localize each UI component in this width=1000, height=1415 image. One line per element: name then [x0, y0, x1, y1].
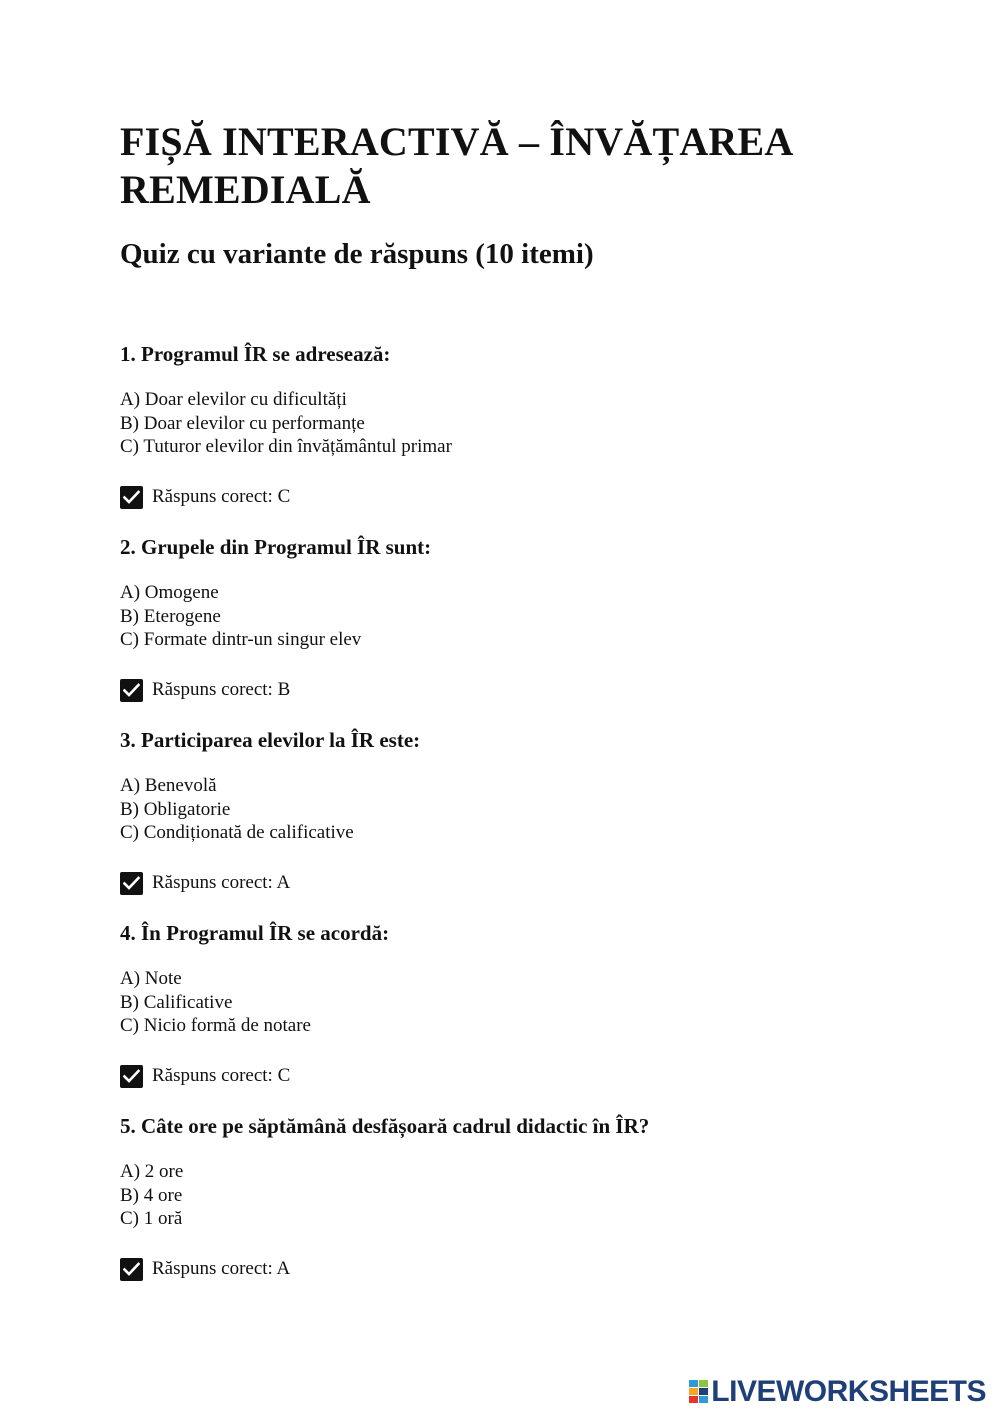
correct-answer [120, 871, 290, 895]
option-c[interactable]: C) Tuturor elevilor din învățământul primar [120, 436, 452, 457]
option-b[interactable]: B) Eterogene [120, 605, 221, 627]
check-box-icon [120, 486, 143, 509]
correct-answer-text: Răspuns corect: A [152, 872, 291, 893]
option-c[interactable]: C) 1 oră [120, 1208, 183, 1229]
question-text: 4. În Programul ÎR se acordă: [120, 921, 390, 945]
liveworksheets-brand[interactable] [689, 1375, 986, 1409]
check-box-icon [120, 872, 143, 895]
option-b[interactable]: B) Obligatorie [120, 798, 231, 820]
option-list [120, 1160, 183, 1231]
correct-answer-text: Răspuns corect: C [152, 1065, 291, 1086]
question-text: 2. Grupele din Programul ÎR sunt: [120, 535, 432, 559]
option-b[interactable]: B) 4 ore [120, 1184, 183, 1206]
question-item [120, 1112, 920, 1305]
option-c[interactable]: C) Condiționată de calificative [120, 822, 354, 843]
question-text: 1. Programul ÎR se adresează: [120, 342, 391, 366]
check-box-icon [120, 1258, 143, 1281]
question-item [120, 340, 920, 533]
option-b[interactable]: B) Doar elevilor cu performanțe [120, 412, 365, 434]
correct-answer-text: Răspuns corect: A [152, 1258, 291, 1279]
question-text: 3. Participarea elevilor la ÎR este: [120, 728, 421, 752]
correct-answer-text: Răspuns corect: B [152, 679, 291, 700]
correct-answer [120, 485, 290, 509]
question-item [120, 726, 920, 919]
option-list [120, 774, 354, 845]
correct-answer [120, 678, 290, 702]
brand-name: LIVEWORKSHEETS [711, 1375, 986, 1408]
option-a[interactable]: A) 2 ore [120, 1161, 184, 1182]
option-c[interactable]: C) Nicio formă de notare [120, 1015, 311, 1036]
option-a[interactable]: A) Doar elevilor cu dificultăți [120, 389, 347, 410]
question-list [120, 340, 920, 1305]
option-list [120, 388, 452, 459]
option-list [120, 967, 311, 1038]
correct-answer-text: Răspuns corect: C [152, 486, 291, 507]
question-item [120, 533, 920, 726]
check-box-icon [120, 679, 143, 702]
option-c[interactable]: C) Formate dintr-un singur elev [120, 629, 362, 650]
question-item [120, 919, 920, 1112]
option-list [120, 581, 361, 652]
correct-answer [120, 1064, 290, 1088]
page-subtitle: Quiz cu variante de răspuns (10 itemi) [120, 238, 594, 270]
option-a[interactable]: A) Benevolă [120, 775, 217, 796]
option-b[interactable]: B) Calificative [120, 991, 233, 1013]
question-text: 5. Câte ore pe săptămână desfășoară cadrul didactic în ÎR? [120, 1114, 650, 1138]
option-a[interactable]: A) Note [120, 968, 182, 989]
option-a[interactable]: A) Omogene [120, 582, 219, 603]
liveworksheets-logo-icon [689, 1380, 709, 1404]
correct-answer [120, 1257, 290, 1281]
page-title: FIȘĂ INTERACTIVĂ – ÎNVĂȚAREA REMEDIALĂ [120, 119, 792, 212]
check-box-icon [120, 1065, 143, 1088]
